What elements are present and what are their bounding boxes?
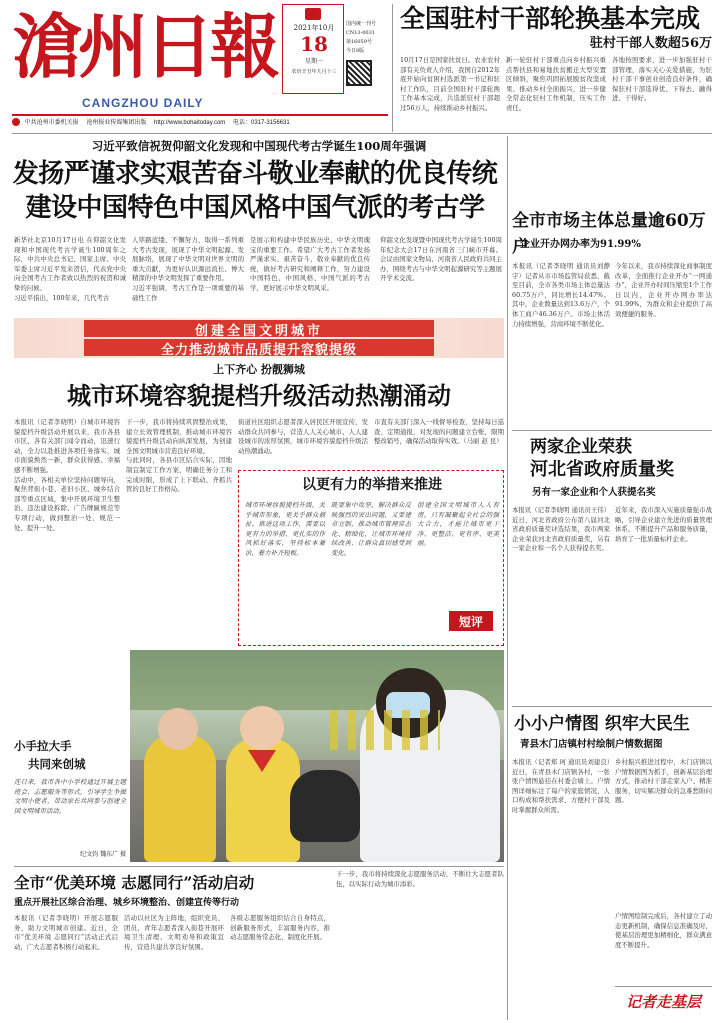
volunteer-col-4: 下一步，我市将持续深化志愿服务活动，不断壮大志愿者队伍，以实际行动为城市添彩。 xyxy=(336,870,504,888)
masthead-divider xyxy=(12,114,388,116)
award-headline-2: 河北省政府质量奖 xyxy=(530,459,674,480)
city-kicker: 上下齐心 扮靓狮城 xyxy=(213,363,305,376)
issue-info xyxy=(346,20,390,90)
photo-caption-title-1: 小手拉大手 xyxy=(14,739,72,753)
lead-kicker: 习近平致信祝贺仰韶文化发现和中国现代考古学诞生100周年强调 xyxy=(91,139,427,153)
right-divider-2 xyxy=(512,706,712,707)
lead-col-4: 仰韶文化发现暨中国现代考古学诞生100周年纪念大会17日在河南省三门峡市开幕。会议由国家文物局、河南省人民政府共同主办，围绕考古与中华文明起源研究等主题展开学术交流。 xyxy=(380,236,502,283)
banner-line-1 xyxy=(84,320,434,337)
award-headline-1: 两家企业荣获 xyxy=(530,437,632,457)
lead-headline-2: 建设中国特色中国风格中国气派的考古学 xyxy=(25,193,485,223)
award-col-2: 近年来，我市深入实施质量强市战略，引导企业建立先进的质量管理体系，不断提升产品和服务质量，培育了一批质量标杆企业。 xyxy=(615,506,712,543)
volunteer-col-1: 本报讯（记者李晓明）开展志愿服务，助力文明城市创建。近日，全市“优美环境 志愿同行”活动正式启动，广大志愿者积极行动起来。 xyxy=(14,914,118,951)
right-divider-1 xyxy=(512,430,712,431)
child-figure-1 xyxy=(144,734,216,862)
commentary-headline: 以更有力的举措来推进 xyxy=(302,477,442,493)
city-col-4: 市直有关部门深入一线督导检查，坚持每日巡查、定期通报，对发现的问题建立台账，限期整改销号，确保活动取得实效。（马丽 赵 昆） xyxy=(374,418,504,446)
volunteer-col-2: 活动以社区为主阵地，组织党员、团员、青年志愿者深入街巷开展环境卫生清理、文明劝导和政策宣传，营造共建共享良好氛围。 xyxy=(124,914,224,951)
volunteer-headline: 全市“优美环境 志愿同行”活动启动 xyxy=(14,873,255,892)
commentary-box xyxy=(238,470,504,646)
banner-line-2 xyxy=(84,339,434,356)
commentary-label xyxy=(449,611,493,631)
commentary-label-text: 短评 xyxy=(458,615,483,629)
top-story-subhead: 驻村干部人数超56万 xyxy=(589,36,712,51)
commentary-col-1: 城市环境容貌提档升级，关乎城市形象，更关乎群众福祉。推进这项工作，需要以更有力的举措、更扎实的作风抓好落实，坚持标本兼治，着力补齐短板。 xyxy=(245,501,325,557)
lead-col-1: 新华社北京10月17日电 在仰韶文化发现和中国现代考古学诞生100周年之际，中共中央总书记、国家主席、中央军委主席习近平发来贺信，代表党中央向全国考古工作者致以热烈的祝贺和诚挚的问候。 习近平指出，100年来，几代考古 xyxy=(14,236,126,302)
market-subhead: 企业开办网办率为91.99% xyxy=(520,239,641,250)
date-block xyxy=(282,4,344,94)
lead-headline-1: 发扬严谨求实艰苦奋斗敬业奉献的优良传统 xyxy=(12,159,498,189)
party-emblem-icon xyxy=(12,118,20,126)
date-weekday: 星期一 xyxy=(304,58,323,65)
commentary-col-3: 创建全国文明城市人人有责。只有凝聚起全社会的强大合力，才能让城市更干净、更整洁、更有序、更美丽。 xyxy=(417,501,499,548)
city-col-1: 本报讯（记者李晓明）自城市环境容貌提档升级活动开展以来，我市各县市区、各有关部门闻令而动，迅速行动，全力以赴推进各项任务落实，城市面貌焕然一新，群众获得感、幸福感不断增强。 活动中，各相关单位坚持问题导向，聚焦背街小巷、老旧小区、城乡结合部等重点区域，集中开展环境卫生整治、违法建设拆除、广告牌匾规范等专项行动，做到整治一处、规范一处、提升一处。 xyxy=(14,418,120,532)
top-story-headline: 全国驻村干部轮换基本完成 xyxy=(400,4,701,33)
emblem-icon xyxy=(305,8,321,20)
page-count: 今日8版 xyxy=(346,48,365,54)
hotline: 电话：0317-3156631 xyxy=(232,120,290,126)
reporter-at-grassroots-badge xyxy=(615,986,712,1018)
city-col-2: 下一步，我市将持续巩固整治成果，建立长效管理机制，推动城市环境容貌提档升级活动向纵深发展，为创建全国文明城市营造良好环境。 与此同时，各县市区结合实际，因地制宜制定工作方案，明确任务分工和完成时限，形成了上下联动、齐抓共管的良好工作格局。 xyxy=(126,418,232,494)
newspaper-title: 滄州日報 xyxy=(12,5,276,88)
banner-text-1: 创建全国文明城市 xyxy=(194,324,323,339)
campaign-banner xyxy=(14,318,504,358)
market-headline: 全市市场主体总量逾60万户 xyxy=(512,211,706,257)
market-col-1: 本报讯（记者李晓明 通讯员刘静宇）记者从市市场监管局获悉，截至目前，全市各类市场主体总量达60.75万户，同比增长14.47%。其中，企业数量达到13.6万户，个体工商户46.36万户。市场主体活力持续增强，营商环境不断优化。 xyxy=(512,262,610,328)
volunteer-col-3: 各级志愿服务组织结合自身特点，创新服务形式，丰富服务内容，推动志愿服务常态化、制度化开展。 xyxy=(230,914,330,942)
household-col-2: 乡村振兴推进过程中，木门店镇以户情数据图为抓手，创新基层治理方式，推动村干部走家入户、精准服务，切实解决群众的急难愁盼问题。 xyxy=(615,758,712,805)
date-lunar: 农历辛丑年九月十三 xyxy=(291,69,337,75)
background-people xyxy=(330,710,440,750)
website-link[interactable]: http://www.bohaitoday.com xyxy=(154,120,226,126)
city-headline: 城市环境容貌提档升级活动热潮涌动 xyxy=(67,381,451,410)
volunteer-subhead: 重点开展社区综合治理、城乡环境整治、创建宣传等行动 xyxy=(14,898,240,908)
photo-caption-body: 连日来，我市各中小学校通过开展主题班会、志愿服务等形式，引导学生争做文明小使者，带动家长共同参与创建全国文明城市活动。 xyxy=(14,778,126,815)
award-col-1: 本报讯（记者李晓明 通讯员王伟）近日，河北省政府公布第八届河北省政府质量奖评选结果，我市两家企业荣获河北省政府质量奖，另有一家企业和一名个人获得提名奖。 xyxy=(512,506,610,553)
date-month: 2021年10月 xyxy=(293,24,335,32)
lead-col-2: 人筚路蓝缕、不懈努力，取得一系列重大考古发现，展现了中华文明起源、发展脉络，展现了中华文明对世界文明的重大贡献，为更好认识源远流长、博大精深的中华文明发挥了重要作用。 习近平强调，考古工作是一项重要的基础性工作 xyxy=(132,236,244,302)
newspaper-english-title: CANGZHOU DAILY xyxy=(82,96,204,110)
publisher-group: 沧州报业传媒集团出版 xyxy=(86,120,147,126)
publisher-bar xyxy=(12,117,388,129)
qr-code-icon xyxy=(346,60,372,86)
child-face-1 xyxy=(158,708,198,750)
issue-code: 国内统一刊号CN13-0031 xyxy=(346,21,377,36)
section-divider-1 xyxy=(12,133,712,134)
trash-bag xyxy=(290,770,360,842)
banner-text-2: 全力推动城市品质提升容貌提级 xyxy=(160,343,357,358)
publisher-name: 中共沧州市委机关报 xyxy=(24,120,79,126)
top-story-col-1: 10月17日是国家扶贫日。农业农村部有关负责人介绍，我国自2012年底开始向贫困村选派第一书记和驻村工作队，目前全国驻村干部轮换工作基本完成，共选派驻村干部超过56万人，持续推动乡村振兴。 xyxy=(400,56,500,112)
award-subhead: 另有一家企业和个人获提名奖 xyxy=(532,487,656,498)
photo-caption-title-2: 共同来创城 xyxy=(28,757,86,771)
section-divider-2 xyxy=(14,866,504,867)
household-subhead: 青县木门店镇村村绘制户情数据图 xyxy=(520,739,663,750)
household-headline: 小小户情图 织牢大民生 xyxy=(514,714,690,734)
main-column-divider xyxy=(507,136,508,1020)
child-face-2 xyxy=(240,706,284,750)
city-col-3: 街道社区组织志愿者深入居民区开展宣传，发动群众共同参与，营造人人关心城市、人人建设城市的浓厚氛围，城市环境容貌提档升级活动热潮涌动。 xyxy=(238,418,368,455)
household-col-1: 本报讯（记者郑 珂 通讯员刘建良）近日，在青县木门店镇各村，一张张户情图悬挂在村委会墙上。户情图详细标注了每户的家庭情况、人口构成和帮扶需求，方便村干部及时掌握群众所需。 xyxy=(512,758,610,814)
photo-credit: 纪文钧 魏东广 摄 xyxy=(80,851,126,858)
lead-col-3: 是展示和构建中华民族历史、中华文明瑰宝的重要工作。希望广大考古工作者发扬严谨求实、艰苦奋斗、敬业奉献的优良传统，做好考古研究和阐释工作，努力建设中国特色、中国风格、中国气派的考古学，更好展示中华文明风采。 xyxy=(250,236,370,292)
masthead xyxy=(0,0,390,130)
issue-number: 第16059号 xyxy=(346,39,372,45)
household-col-3: 户情图绘制完成后，各村建立了动态更新机制，确保信息准确及时，使基层治理更加精细化，群众满意度不断提升。 xyxy=(615,912,712,949)
market-col-2: 今年以来，我市持续深化商事制度改革，全面推行企业开办“一网通办”，企业开办时间压缩至1个工作日以内，企业开办网办率达91.99%，为群众和企业提供了高效便捷的服务。 xyxy=(615,262,712,318)
date-day: 18 xyxy=(300,32,328,56)
top-story-col-2: 新一轮驻村干部重点向乡村振兴重点帮扶县和易地扶贫搬迁大型安置区倾斜，聚焦巩固拓展脱贫攻坚成果、推动乡村全面振兴，进一步健全常态化驻村工作机制，压实工作责任。 xyxy=(506,56,606,112)
commentary-col-2: 既要集中攻坚，解决群众反映强烈的突出问题，又要建章立制，推动城市管理常态化、精细化，让城市环境持续改善，让群众真切感受到变化。 xyxy=(331,501,411,557)
top-story-divider-left xyxy=(392,4,393,132)
students-volunteering-photo xyxy=(130,650,504,862)
top-story-col-3: 各地按照要求，进一步加强驻村干部管理，落实关心关爱措施，为驻村干部干事创业创造良好条件，确保驻村干部选得优、下得去、融得进、干得好。 xyxy=(612,56,712,103)
reporter-badge-text: 记者走基层 xyxy=(625,993,701,1011)
